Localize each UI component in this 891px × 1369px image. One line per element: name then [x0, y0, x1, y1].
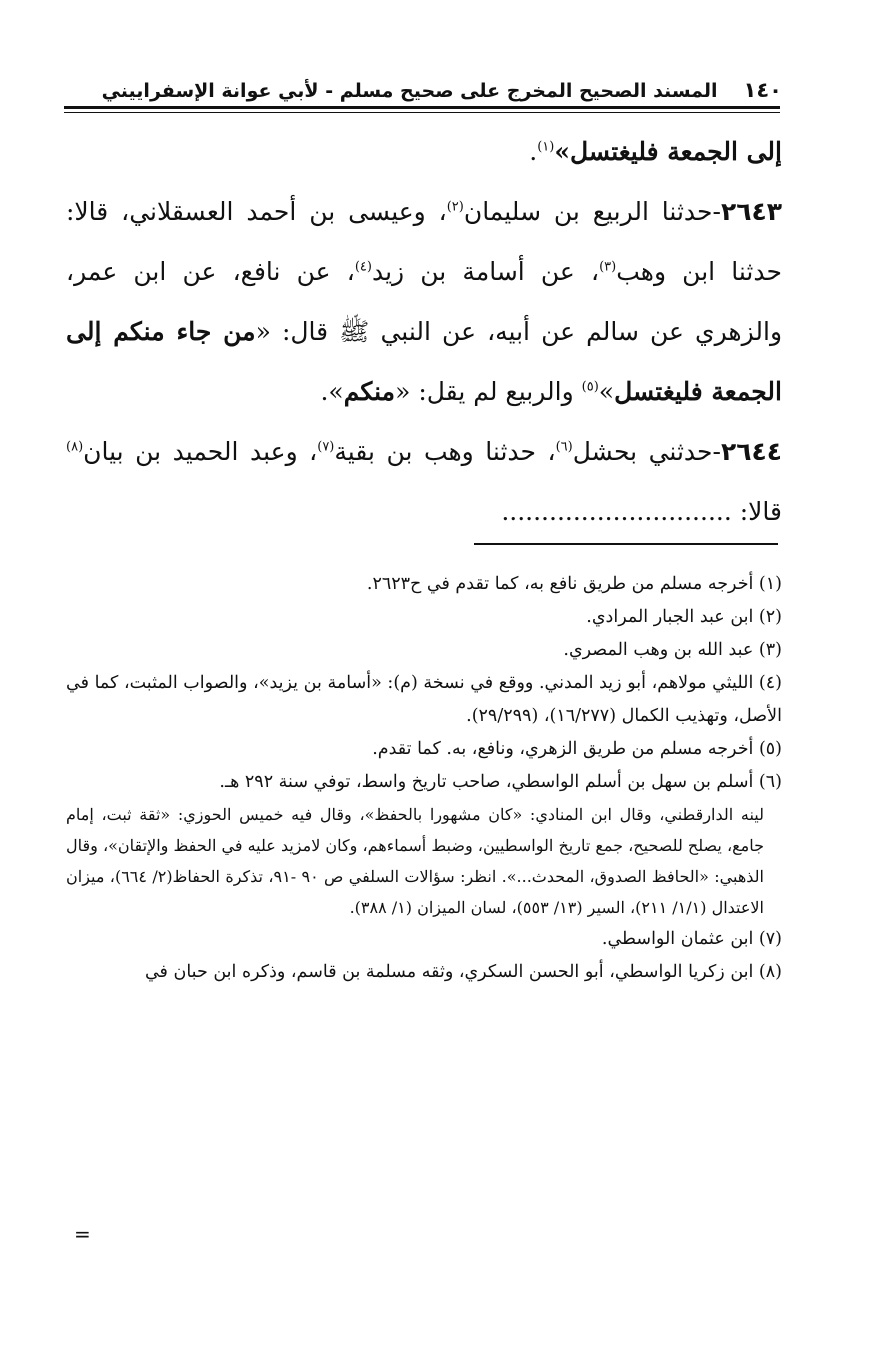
footnote: (٧) ابن عثمان الواسطي. — [601, 929, 782, 949]
continuation-mark: = — [74, 1222, 91, 1246]
hadith-number: ٢٦٤٣ — [720, 197, 782, 226]
main-text — [66, 122, 782, 542]
footnote: (٤) الليثي مولاهم، أبو زيد المدني. ووقع في نسخة (م): «أسامة بن يزيد»، والصواب المثبت، كما في الأصل، وتهذيب الكمال (١٦/٢٧٧)، (٢٩/٢٩٩). — [66, 673, 782, 726]
footnote-separator — [474, 543, 778, 545]
footnote-detail: لينه الدارقطني، وقال ابن المنادي: «كان مشهورا بالحفظ»، وقال فيه خميس الحوزي: «ثقة ثبت، إمام جامع، يصلح للصحيح، جمع تاريخ الواسطيين، وضبط أسماءهم، وكان لامزيد عليه في الحفظ والإتقان»، وقال الذهبي: «الحافظ الصدوق، المحدث...». انظر: سؤالات السلفي ص ٩٠ -٩١، تذكرة الحفاظ(٢/ ٦٦٤)، ميزان الاعتدال (١/١/ ٢١١)، السير (١٣/ ٥٥٣)، لسان الميزان (١/ ٣٨٨). — [66, 805, 764, 917]
footnote: (٣) عبد الله بن وهب المصري. — [563, 640, 782, 660]
footnote: (٢) ابن عبد الجبار المرادي. — [586, 607, 782, 627]
hadith-2644: ٢٦٤٤-حدثني بحشل$^{(٦)}$، حدثنا وهب بن بقية$^{(٧)}$، وعبد الحميد بن بيان$^{(٨)}$ قالا: ............................. — [66, 437, 782, 526]
page-number: ١٤٠ — [743, 78, 782, 102]
continued-line: إلى الجمعة فليغتسل»$^{(١)}$. — [529, 137, 782, 166]
header-rule — [64, 106, 780, 109]
hadith-2643: ٢٦٤٣-حدثنا الربيع بن سليمان$^{(٢)}$، وعيسى بن أحمد العسقلاني، قالا: حدثنا ابن وهب$^{(٣)}$، عن أسامة بن زيد$^{(٤)}$، عن نافع، عن ابن عمر، والزهري عن سالم عن أبيه، عن النبي ﷺ قال: «من جاء منكم إلى الجمعة فليغتسل»$^{(٥)}$ والربيع لم يقل: «منكم». — [66, 197, 783, 406]
footnotes — [66, 568, 782, 989]
footnote: (٨) ابن زكريا الواسطي، أبو الحسن السكري، وثقه مسلمة بن قاسم، وذكره ابن حبان في — [144, 962, 782, 982]
footnote: (٦) أسلم بن سهل بن أسلم الواسطي، صاحب تاريخ واسط، توفي سنة ٢٩٢ هـ. — [219, 772, 782, 792]
hadith-number: ٢٦٤٤ — [720, 437, 782, 466]
header-rule-thin — [64, 112, 780, 113]
footnote: (١) أخرجه مسلم من طريق نافع به، كما تقدم في ح٢٦٢٣. — [366, 574, 782, 594]
footnote: (٥) أخرجه مسلم من طريق الزهري، ونافع، به. كما تقدم. — [372, 739, 782, 759]
header-title: المسند الصحيح المخرج على صحيح مسلم - لأبي عوانة الإسفراييني — [101, 80, 718, 102]
running-header — [66, 68, 782, 102]
